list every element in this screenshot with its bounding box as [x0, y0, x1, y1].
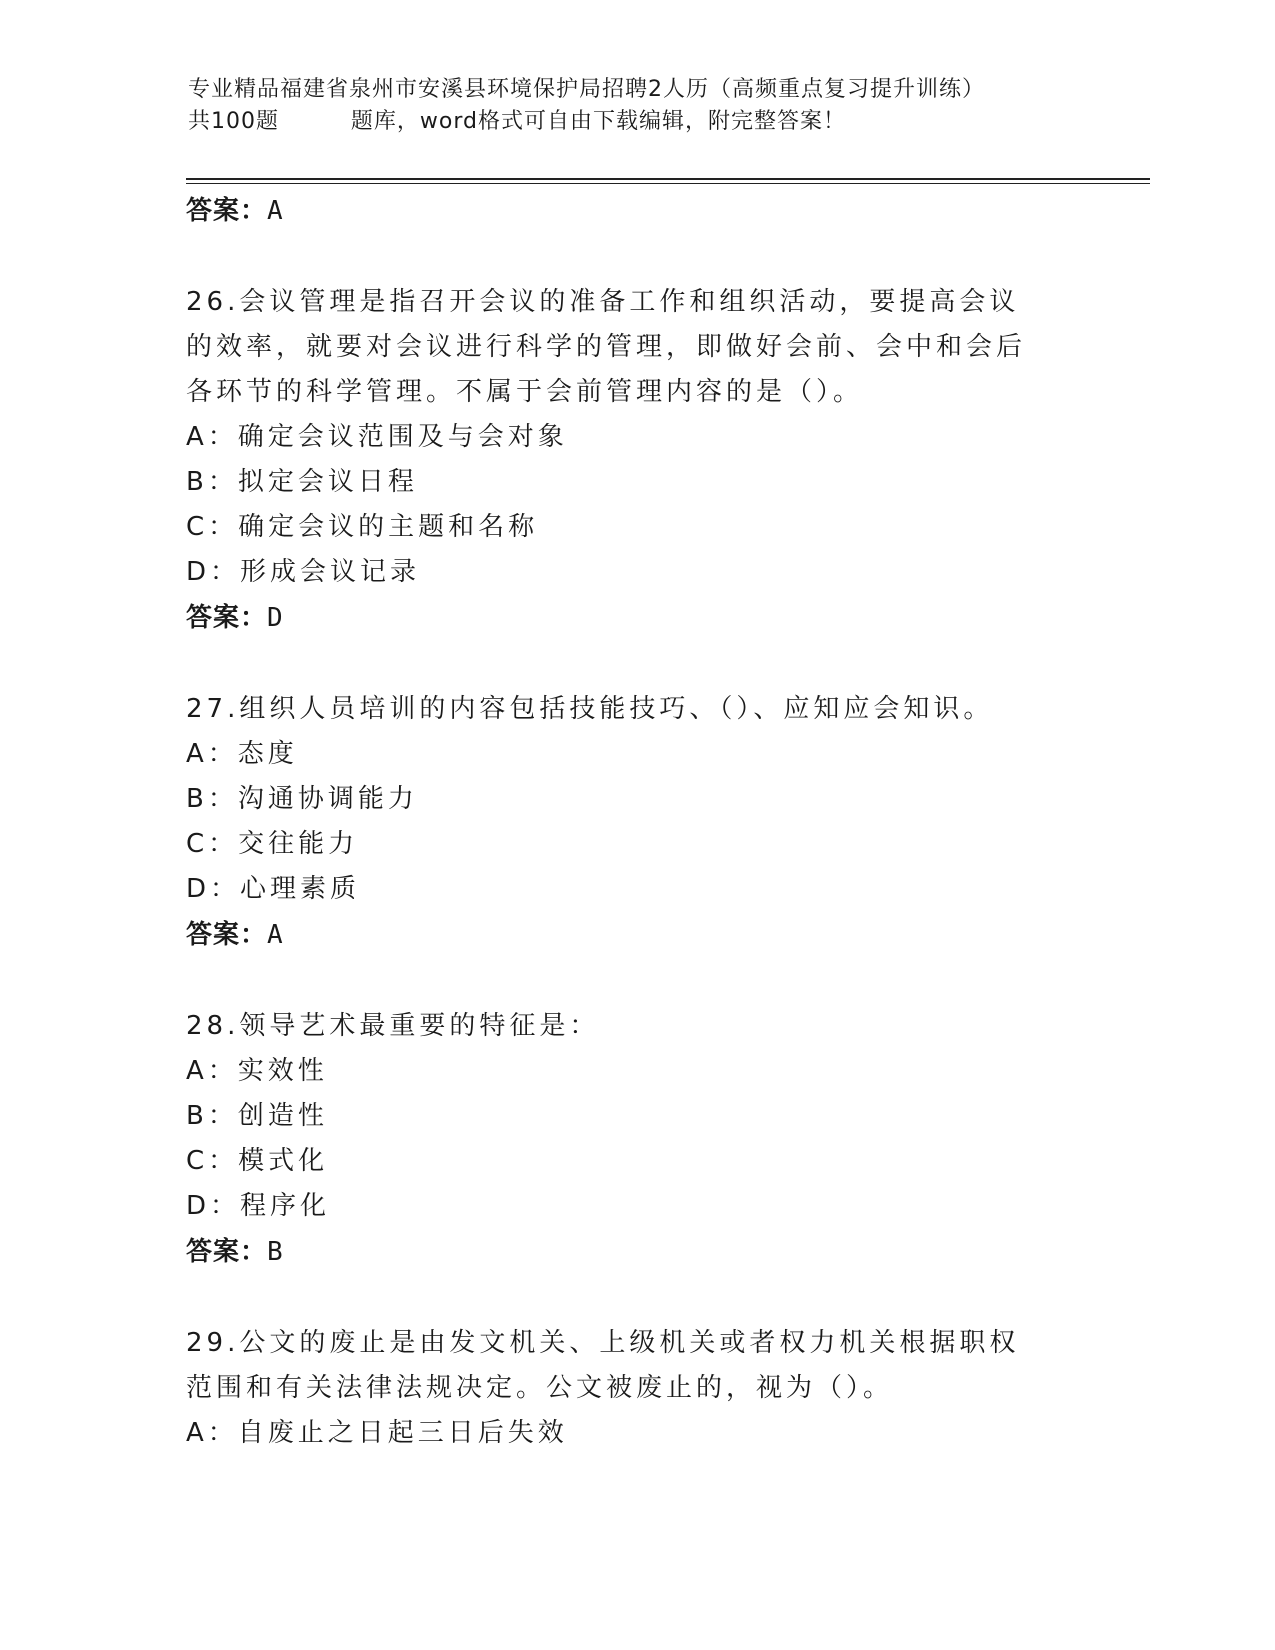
- option-d: D：程序化: [186, 1191, 331, 1221]
- answer-line: [186, 912, 1086, 958]
- answer-label: 答案：: [186, 920, 268, 950]
- option-b: B：沟通协调能力: [186, 784, 418, 814]
- answer-line: [186, 188, 1086, 234]
- answer-value: A: [267, 196, 284, 226]
- answer-value: A: [267, 920, 284, 950]
- answer-line: [186, 1229, 1086, 1275]
- question-stem: 29.公文的废止是由发文机关、上级机关或者权力机关根据职权范围和有关法律法规决定。公文被废止的，视为（）。: [186, 1328, 1020, 1403]
- answer-value: D: [267, 603, 284, 633]
- answer-value: B: [267, 1237, 284, 1267]
- option-a: A：态度: [186, 739, 298, 769]
- question-list: [186, 188, 1086, 1456]
- option-c: C：确定会议的主题和名称: [186, 512, 539, 542]
- question-item: [186, 1004, 1086, 1275]
- question-item: [186, 1321, 1086, 1456]
- question-item: [186, 687, 1086, 958]
- question-stem: 28.领导艺术最重要的特征是：: [186, 1011, 600, 1041]
- question-stem: 26.会议管理是指召开会议的准备工作和组织活动，要提高会议的效率，就要对会议进行科学的管理，即做好会前、会中和会后各环节的科学管理。不属于会前管理内容的是（）。: [186, 287, 1027, 407]
- option-c: C：交往能力: [186, 829, 359, 859]
- option-c: C：模式化: [186, 1146, 329, 1176]
- answer-line: [186, 595, 1086, 641]
- page-header: [188, 74, 1088, 138]
- option-b: B：拟定会议日程: [186, 467, 418, 497]
- question-item: [186, 280, 1086, 641]
- header-title: 专业精品福建省泉州市安溪县环境保护局招聘2人历（高频重点复习提升训练）: [188, 77, 985, 102]
- option-a: A：确定会议范围及与会对象: [186, 422, 568, 452]
- option-b: B：创造性: [186, 1101, 328, 1131]
- header-divider-thin: [186, 183, 1150, 184]
- option-a: A：实效性: [186, 1056, 328, 1086]
- option-d: D：心理素质: [186, 874, 361, 904]
- answer-label: 答案：: [186, 603, 268, 633]
- header-subtitle: 共100题 题库，word格式可自由下载编辑，附完整答案！: [188, 109, 847, 134]
- question-stem: 27.组织人员培训的内容包括技能技巧、（）、应知应会知识。: [186, 694, 994, 724]
- option-d: D：形成会议记录: [186, 557, 421, 587]
- header-divider: [186, 178, 1150, 180]
- answer-label: 答案：: [186, 196, 268, 226]
- answer-label: 答案：: [186, 1237, 268, 1267]
- option-a: A：自废止之日起三日后失效: [186, 1418, 568, 1448]
